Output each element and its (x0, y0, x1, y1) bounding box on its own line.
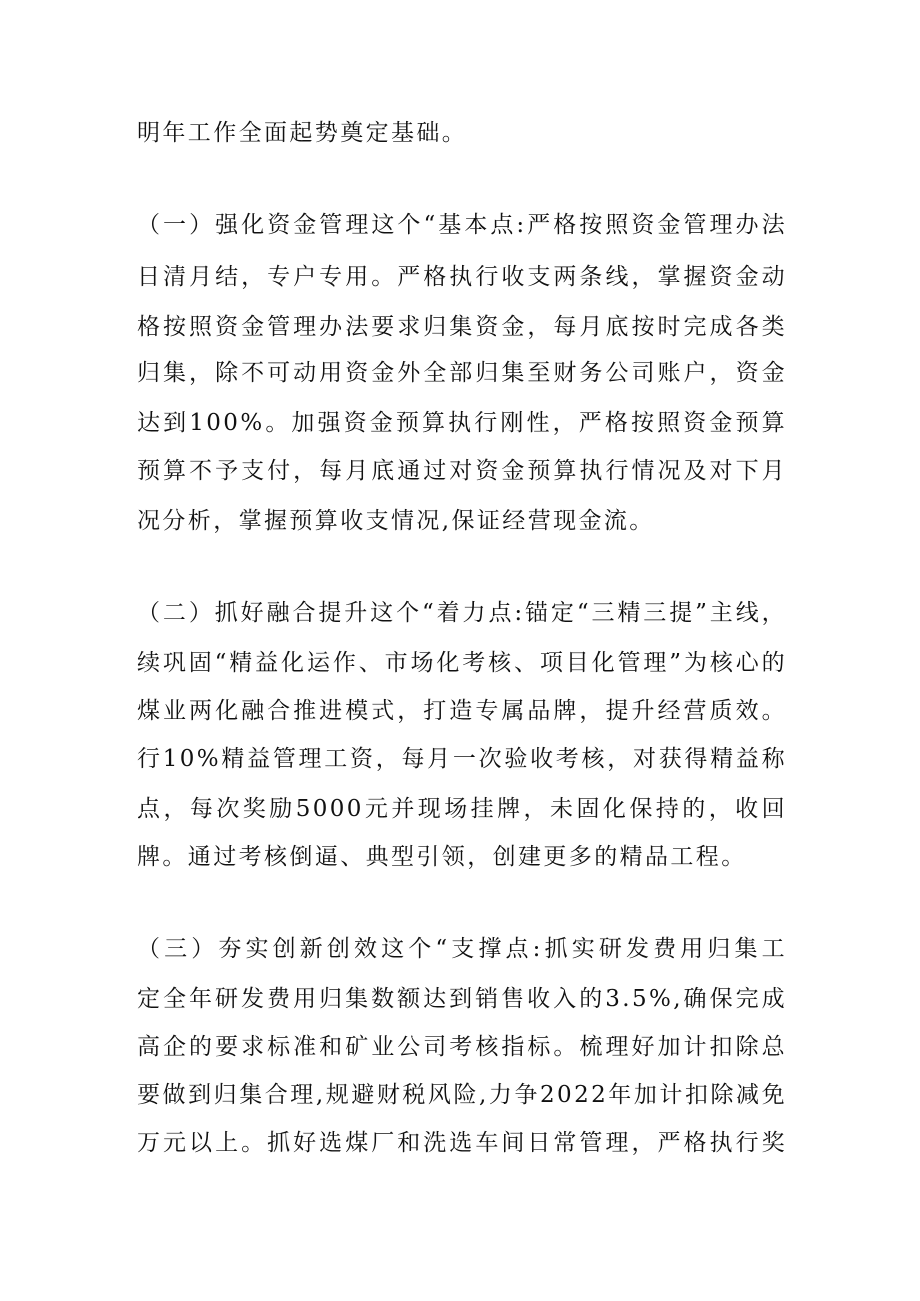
text-line-continuation: 明年工作全面起势奠定基础。 (137, 120, 468, 146)
paragraph-2-line-5: 点，每次奖励5000元并现场挂牌，未固化保持的，收回 (137, 796, 787, 822)
paragraph-1-line-5: 达到100%。加强资金预算执行刚性，严格按照资金预算 (137, 410, 787, 436)
paragraph-2-line-1: （二）抓好融合提升这个“着力点:锚定“三精三提”主线， (137, 600, 787, 626)
paragraph-2-line-6: 牌。通过考核倒逼、典型引领，创建更多的精品工程。 (137, 844, 747, 870)
paragraph-2-line-4: 行10%精益管理工资，每月一次验收考核，对获得精益称 (137, 746, 787, 772)
paragraph-1-line-4: 归集，除不可动用资金外全部归集至财务公司账户，资金 (137, 360, 787, 386)
paragraph-1-line-1: （一）强化资金管理这个“基本点:严格按照资金管理办法 (137, 212, 787, 238)
paragraph-3-line-3: 高企的要求标准和矿业公司考核指标。梳理好加计扣除总 (137, 1034, 787, 1060)
paragraph-1-line-6: 预算不予支付，每月底通过对资金预算执行情况及对下月 (137, 458, 787, 484)
paragraph-2-line-3: 煤业两化融合推进模式，打造专属品牌，提升经营质效。 (137, 698, 787, 724)
paragraph-3-line-5: 万元以上。抓好选煤厂和洗选车间日常管理，严格执行奖 (137, 1130, 787, 1156)
paragraph-2-line-2: 续巩固“精益化运作、市场化考核、项目化管理”为核心的 (137, 650, 787, 676)
paragraph-1-line-7: 况分析，掌握预算收支情况,保证经营现金流。 (137, 508, 655, 534)
paragraph-1-line-3: 格按照资金管理办法要求归集资金，每月底按时完成各类 (137, 314, 787, 340)
paragraph-1-line-2: 日清月结，专户专用。严格执行收支两条线，掌握资金动 (137, 264, 787, 290)
paragraph-3-line-2: 定全年研发费用归集数额达到销售收入的3.5%,确保完成 (137, 986, 787, 1012)
paragraph-3-line-4: 要做到归集合理,规避财税风险,力争2022年加计扣除减免 (137, 1082, 787, 1108)
paragraph-3-line-1: （三）夯实创新创效这个“支撑点:抓实研发费用归集工 (137, 936, 787, 962)
